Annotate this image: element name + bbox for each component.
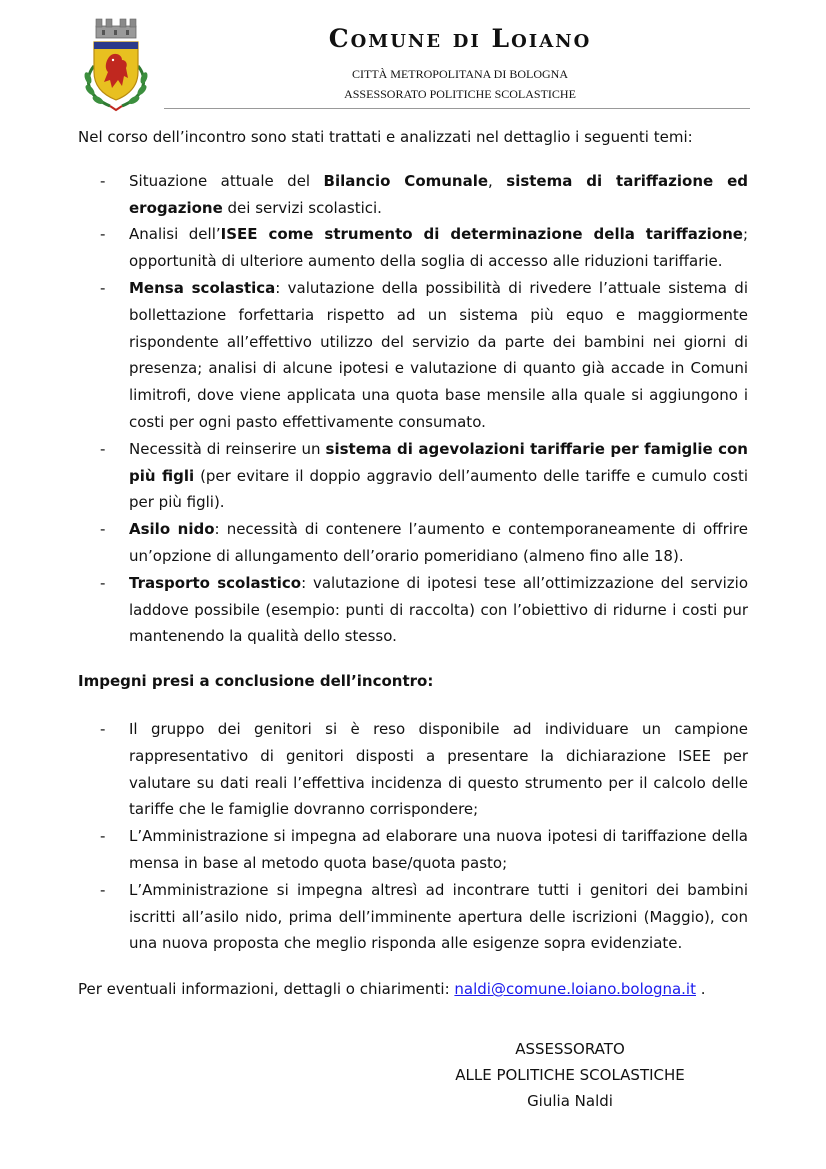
topic-bold-text: sistema di tariffazione ed erogazione (129, 171, 748, 217)
contact-prefix: Per eventuali informazioni, dettagli o chiarimenti: (78, 980, 455, 999)
signature-name: Giulia Naldi (527, 1092, 613, 1110)
topic-item (78, 436, 748, 516)
commitments-heading: Impegni presi a conclusione dell’incontro: (78, 672, 434, 691)
topic-item (78, 275, 748, 436)
contact-suffix: . (695, 980, 706, 999)
signature-block (420, 1036, 720, 1114)
topic-bold-text: sistema di agevolazioni tariffarie per famiglie con più figli (129, 439, 748, 485)
header-divider (164, 108, 750, 109)
topic-text: : valutazione della possibilità di rivedere l’attuale sistema di bollettazione forfettaria rispetto ad un sistema più equo e maggiormente rispondente all’effettivo utilizzo del servizio da parte dei bambini nei giorni di presenza; analisi di alcune ipotesi e valutazione di quanto già accade in Comuni limitrofi, dove viene applicata una quota base mensile alla quale si aggiungono i costi per ogni pasto effettivamente consumato. (129, 278, 748, 431)
topic-bold-text: Asilo nido (129, 520, 215, 539)
email-link[interactable]: naldi@comune.loiano.bologna.it (454, 980, 696, 999)
letter-body (78, 124, 748, 1003)
commitment-item: - L’Amministrazione si impegna altresì ad incontrare tutti i genitori dei bambini iscritti all’asilo nido, prima dell’imminente apertura delle iscrizioni (Maggio), con una nuova proposta che meglio risponda alle esigenze sopra evidenziate. (78, 877, 748, 957)
topic-bold-text: Trasporto scolastico (129, 573, 302, 592)
topics-list (78, 168, 748, 650)
topic-text: (per evitare il doppio aggravio dell’aumento delle tariffe e cumulo costi per più figli). (129, 466, 748, 512)
topic-item (78, 516, 748, 570)
topic-item (78, 570, 748, 650)
topic-item (78, 221, 748, 275)
department-subtitle: ASSESSORATO POLITICHE SCOLASTICHE (344, 87, 576, 101)
topic-text: : valutazione di ipotesi tese all’ottimizzazione del servizio laddove possibile (esempio: punti di raccolta) con l’obiettivo di ridurne i costi pur mantenendo la qualità dello stesso. (129, 573, 748, 646)
signature-office: ASSESSORATO (515, 1040, 625, 1058)
topic-bold-text: Bilancio Comunale (323, 171, 489, 190)
topic-text: Situazione attuale del (129, 171, 324, 190)
topic-bold-text: ISEE come strumento di determinazione della tariffazione (220, 225, 743, 244)
contact-line (78, 976, 748, 1003)
topic-text: : necessità di contenere l’aumento e contemporaneamente di offrire un’opzione di allungamento dell’orario pomeridiano (almeno fino alle 18). (129, 520, 748, 565)
topic-item (78, 168, 748, 222)
commitments-list (78, 716, 748, 957)
coat-of-arms-icon (80, 16, 152, 112)
topic-text: ; opportunità di ulteriore aumento della soglia di accesso alle riduzioni tariffarie. (129, 225, 748, 271)
commitment-item: - Il gruppo dei genitori si è reso disponibile ad individuare un campione rappresentativo di genitori disposti a presentare la dichiarazione ISEE per valutare su dati reali l’effettiva incidenza di questo strumento per il calcolo delle tariffe che le famiglie dovranno corrispondere; (78, 716, 748, 823)
topic-text: Analisi dell’ (129, 225, 221, 244)
signature-department: ALLE POLITICHE SCOLASTICHE (455, 1066, 685, 1084)
topic-text: Necessità di reinserire un (129, 439, 326, 458)
metropolitan-city-subtitle: CITTÀ METROPOLITANA DI BOLOGNA (351, 67, 569, 81)
letterhead (0, 0, 826, 120)
topic-bold-text: Mensa scolastica (129, 278, 276, 297)
topic-text: , (488, 171, 507, 190)
topic-text: dei servizi scolastici. (222, 198, 382, 217)
municipality-title: Comune di Loiano (328, 24, 592, 53)
intro-paragraph: Nel corso dell’incontro sono stati trattati e analizzati nel dettaglio i seguenti temi: (78, 128, 693, 146)
commitment-item: - L’Amministrazione si impegna ad elaborare una nuova ipotesi di tariffazione della mensa in base al metodo quota base/quota pasto; (78, 823, 748, 877)
